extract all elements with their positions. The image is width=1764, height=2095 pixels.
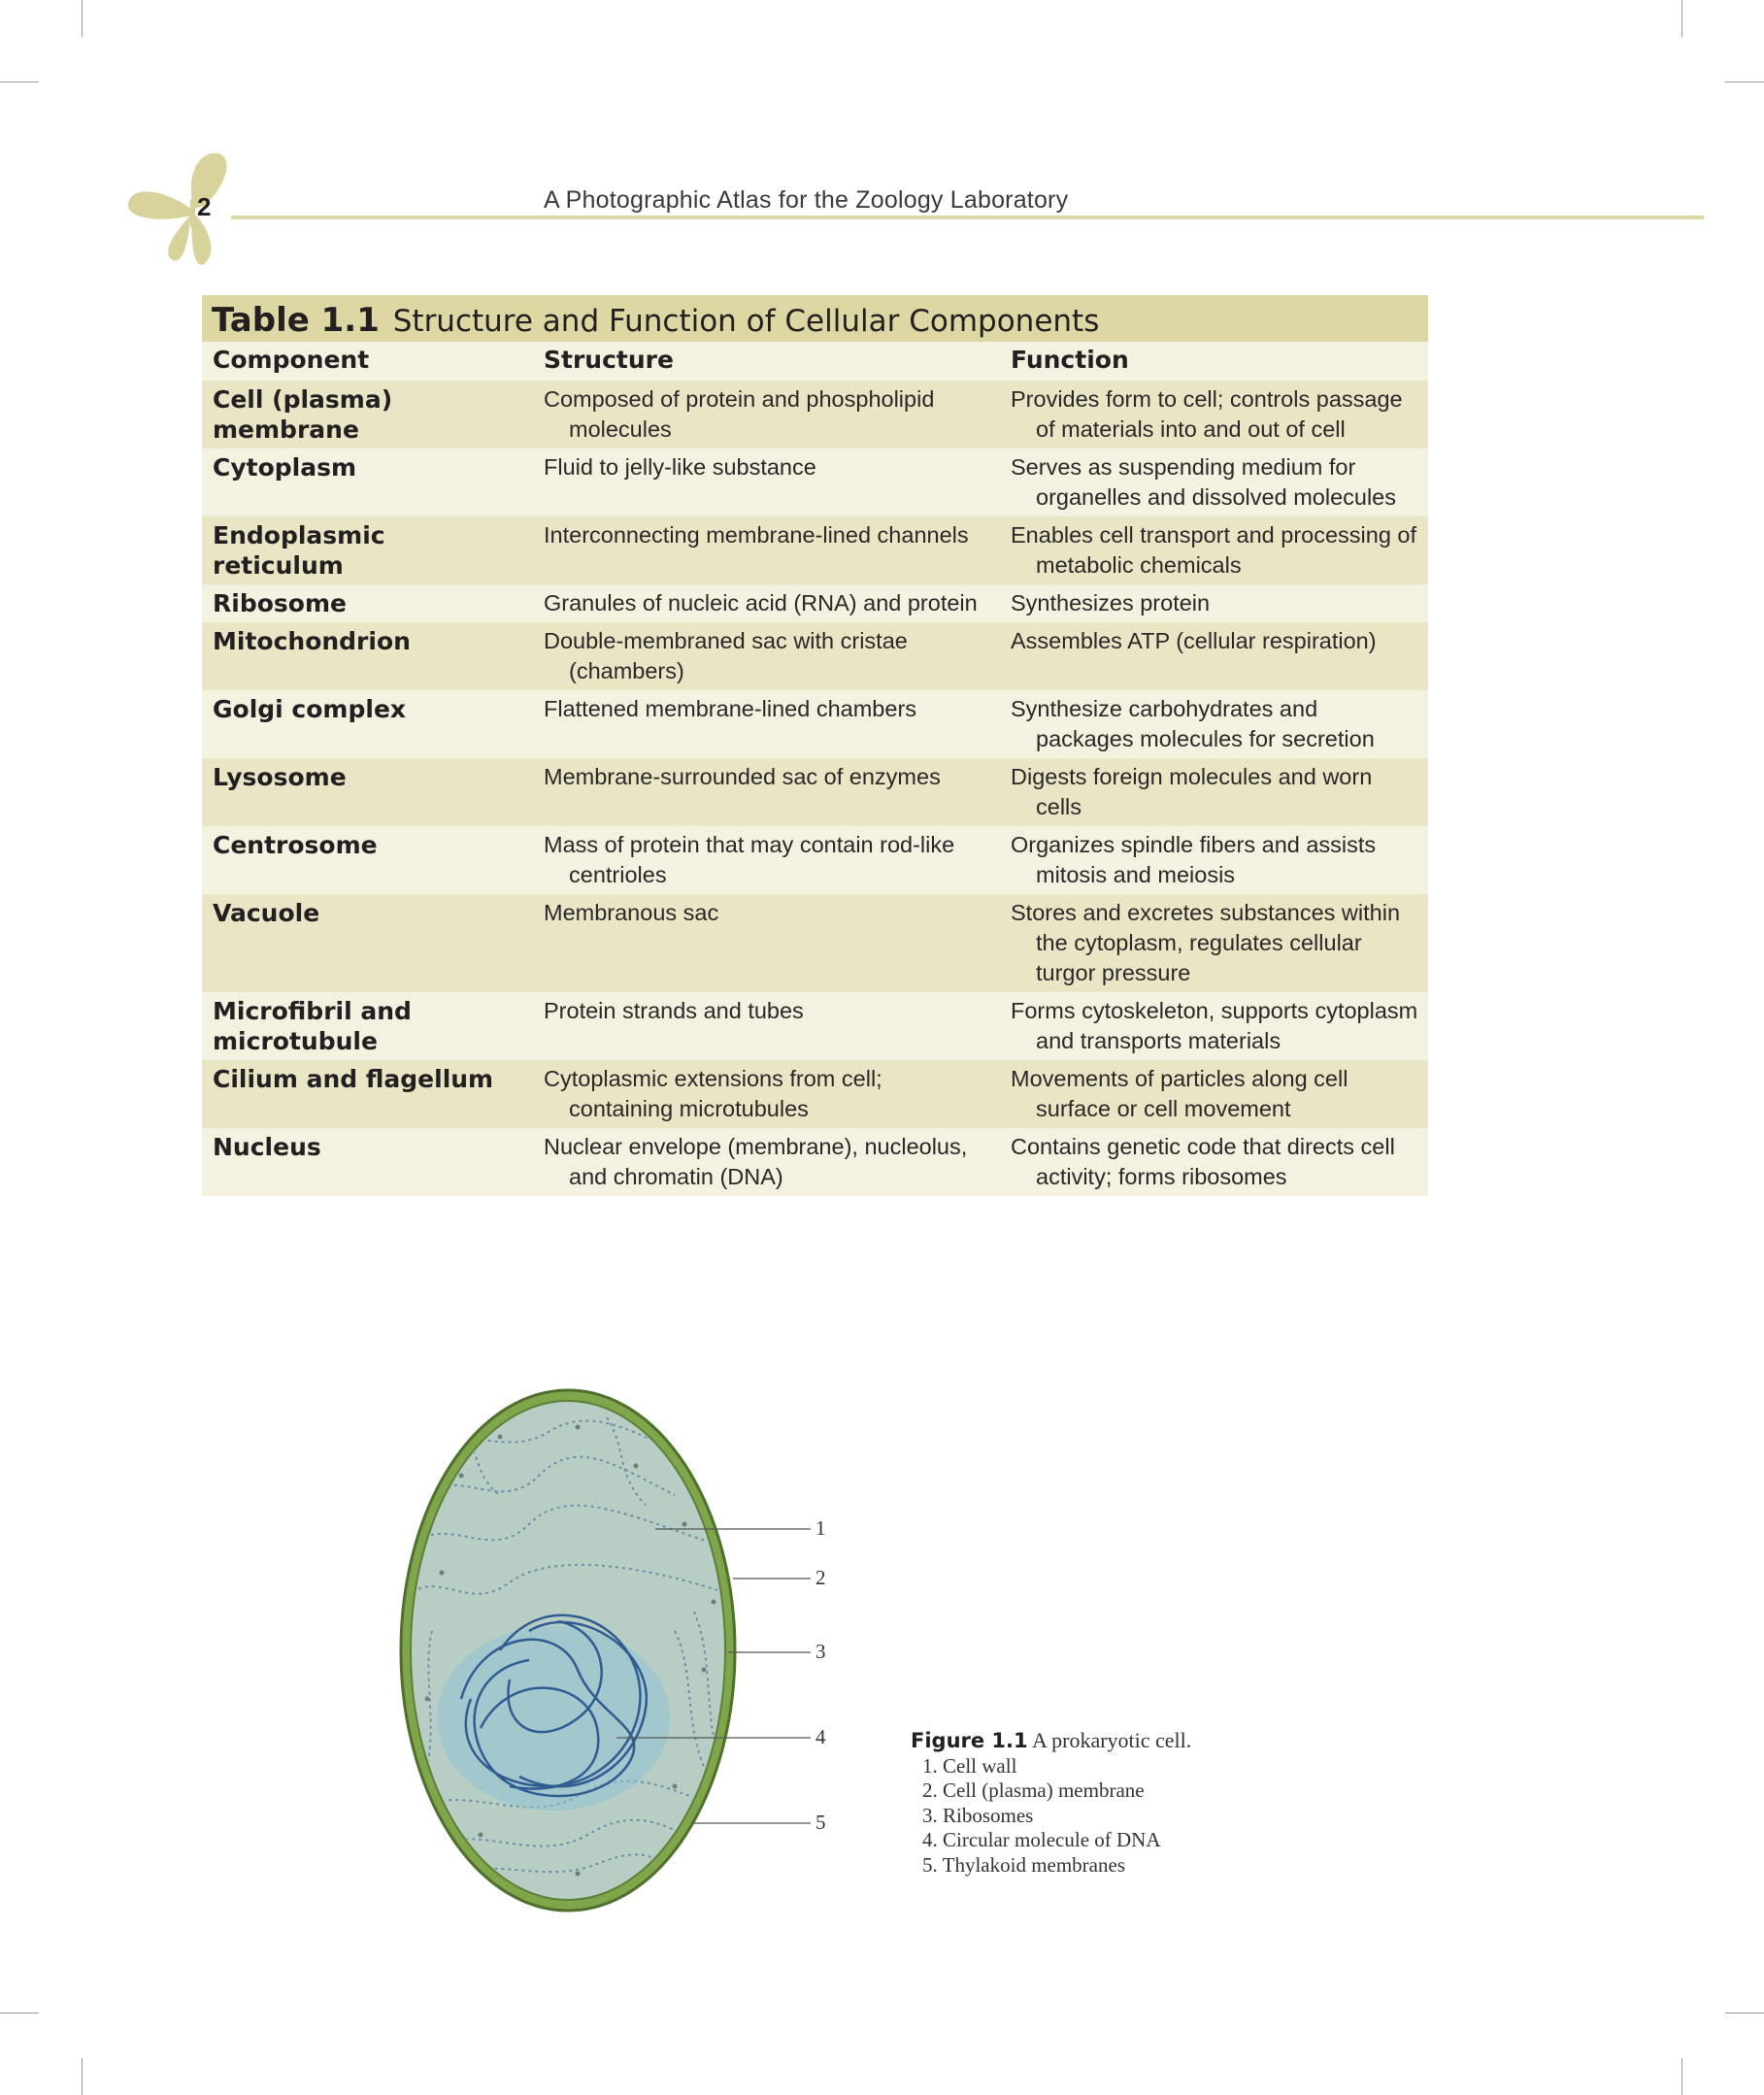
function-cell <box>1000 449 1428 516</box>
structure-cell <box>533 381 1000 449</box>
caption-list <box>922 1754 1396 1879</box>
components-table <box>202 342 1428 1196</box>
column-header: Component <box>202 342 533 381</box>
list-item: 5. Thylakoid membranes <box>922 1852 1125 1877</box>
running-title: A Photographic Atlas for the Zoology Laboratory <box>544 186 1069 214</box>
structure-text: Double-membraned sac with cristae (chambers) <box>544 628 908 683</box>
function-cell <box>1000 758 1428 826</box>
column-header: Structure <box>533 342 1000 381</box>
figure-label-3: 3 <box>815 1640 826 1663</box>
structure-cell <box>533 894 1000 992</box>
structure-text: Interconnecting membrane-lined channels <box>544 522 969 548</box>
structure-text: Membrane-surrounded sac of enzymes <box>544 764 941 789</box>
function-cell <box>1000 894 1428 992</box>
table-row <box>202 826 1428 894</box>
crop-mark <box>0 82 39 83</box>
component-cell: Centrosome <box>202 826 533 894</box>
function-text: Synthesize carbohydrates and packages molecules for secretion <box>1011 696 1375 751</box>
function-text: Enables cell transport and processing of metabolic chemicals <box>1011 522 1417 578</box>
component-cell: Mitochondrion <box>202 622 533 690</box>
figure-label-5: 5 <box>815 1811 826 1834</box>
function-cell <box>1000 1128 1428 1196</box>
component-cell: Golgi complex <box>202 690 533 758</box>
function-text: Stores and excretes substances within the cytoplasm, regulates cellular turgor pressure <box>1011 900 1401 985</box>
function-cell <box>1000 516 1428 584</box>
function-text: Digests foreign molecules and worn cells <box>1011 764 1373 819</box>
function-text: Provides form to cell; controls passage of materials into and out of cell <box>1011 386 1403 442</box>
table-row <box>202 381 1428 449</box>
table-caption <box>202 295 1428 342</box>
table-number: Table 1.1 <box>212 301 380 340</box>
crop-mark <box>82 2058 83 2095</box>
crop-mark <box>1681 0 1682 37</box>
table-row <box>202 690 1428 758</box>
table-row <box>202 894 1428 992</box>
structure-cell <box>533 826 1000 894</box>
structure-cell <box>533 992 1000 1060</box>
component-cell: Ribosome <box>202 584 533 622</box>
structure-cell <box>533 449 1000 516</box>
function-cell <box>1000 622 1428 690</box>
structure-cell <box>533 690 1000 758</box>
component-cell: Lysosome <box>202 758 533 826</box>
caption-heading <box>911 1728 1396 1754</box>
prokaryotic-cell-figure <box>383 1379 849 1922</box>
structure-text: Cytoplasmic extensions from cell; containing microtubules <box>544 1066 882 1121</box>
structure-cell <box>533 758 1000 826</box>
table-row <box>202 622 1428 690</box>
function-text: Synthesizes protein <box>1011 590 1211 615</box>
function-cell <box>1000 1060 1428 1128</box>
structure-cell <box>533 584 1000 622</box>
list-item: 1. Cell wall <box>922 1753 1017 1778</box>
function-text: Forms cytoskeleton, supports cytoplasm and transports materials <box>1011 998 1418 1053</box>
crop-mark <box>82 0 83 37</box>
structure-cell <box>533 516 1000 584</box>
crop-mark <box>1725 82 1764 83</box>
table-row <box>202 584 1428 622</box>
structure-cell <box>533 1060 1000 1128</box>
component-cell: Cytoplasm <box>202 449 533 516</box>
figure-caption <box>911 1728 1396 1878</box>
structure-text: Flattened membrane-lined chambers <box>544 696 917 721</box>
structure-text: Composed of protein and phospholipid molecules <box>544 386 935 442</box>
structure-text: Membranous sac <box>544 900 719 925</box>
component-cell: Cilium and flagellum <box>202 1060 533 1128</box>
function-cell <box>1000 992 1428 1060</box>
list-item: 4. Circular molecule of DNA <box>922 1828 1161 1851</box>
nucleoid-region <box>437 1626 670 1811</box>
column-header: Function <box>1000 342 1428 381</box>
table-title: Structure and Function of Cellular Components <box>392 304 1100 339</box>
table-row <box>202 992 1428 1060</box>
figure-title: A prokaryotic cell. <box>1031 1728 1192 1752</box>
structure-cell <box>533 1128 1000 1196</box>
function-text: Movements of particles along cell surface or cell movement <box>1011 1066 1348 1121</box>
page-number: 2 <box>197 192 212 221</box>
table-row <box>202 1128 1428 1196</box>
components-table-block <box>202 295 1428 1196</box>
function-cell <box>1000 690 1428 758</box>
table-row <box>202 449 1428 516</box>
butterfly-icon <box>126 146 262 272</box>
table-row <box>202 758 1428 826</box>
structure-text: Granules of nucleic acid (RNA) and protein <box>544 590 978 615</box>
component-cell: Endoplasmic reticulum <box>202 516 533 584</box>
table-row <box>202 1060 1428 1128</box>
function-cell <box>1000 381 1428 449</box>
prokaryotic-cell-illustration <box>383 1379 849 1922</box>
structure-text: Fluid to jelly-like substance <box>544 454 816 480</box>
structure-text: Protein strands and tubes <box>544 998 804 1023</box>
component-cell: Nucleus <box>202 1128 533 1196</box>
header-rule <box>231 216 1704 219</box>
running-header <box>0 136 1764 272</box>
function-cell <box>1000 826 1428 894</box>
figure-label-2: 2 <box>815 1566 826 1589</box>
component-cell: Microfibril and microtubule <box>202 992 533 1060</box>
crop-mark <box>0 2012 39 2013</box>
function-text: Serves as suspending medium for organelles and dissolved molecules <box>1011 454 1396 510</box>
crop-mark <box>1725 2012 1764 2013</box>
figure-number: Figure 1.1 <box>911 1729 1028 1752</box>
list-item: 3. Ribosomes <box>922 1803 1034 1827</box>
structure-cell <box>533 622 1000 690</box>
figure-label-1: 1 <box>815 1516 826 1540</box>
function-text: Contains genetic code that directs cell activity; forms ribosomes <box>1011 1134 1395 1189</box>
table-row <box>202 516 1428 584</box>
structure-text: Nuclear envelope (membrane), nucleolus, and chromatin (DNA) <box>544 1134 968 1189</box>
function-text: Assembles ATP (cellular respiration) <box>1011 628 1377 653</box>
figure-label-4: 4 <box>815 1725 826 1748</box>
list-item: 2. Cell (plasma) membrane <box>922 1779 1145 1802</box>
component-cell: Cell (plasma) membrane <box>202 381 533 449</box>
component-cell: Vacuole <box>202 894 533 992</box>
crop-mark <box>1681 2058 1682 2095</box>
table-header-row <box>202 342 1428 381</box>
function-text: Organizes spindle fibers and assists mitosis and meiosis <box>1011 832 1377 887</box>
function-cell <box>1000 584 1428 622</box>
structure-text: Mass of protein that may contain rod-like centrioles <box>544 832 955 887</box>
